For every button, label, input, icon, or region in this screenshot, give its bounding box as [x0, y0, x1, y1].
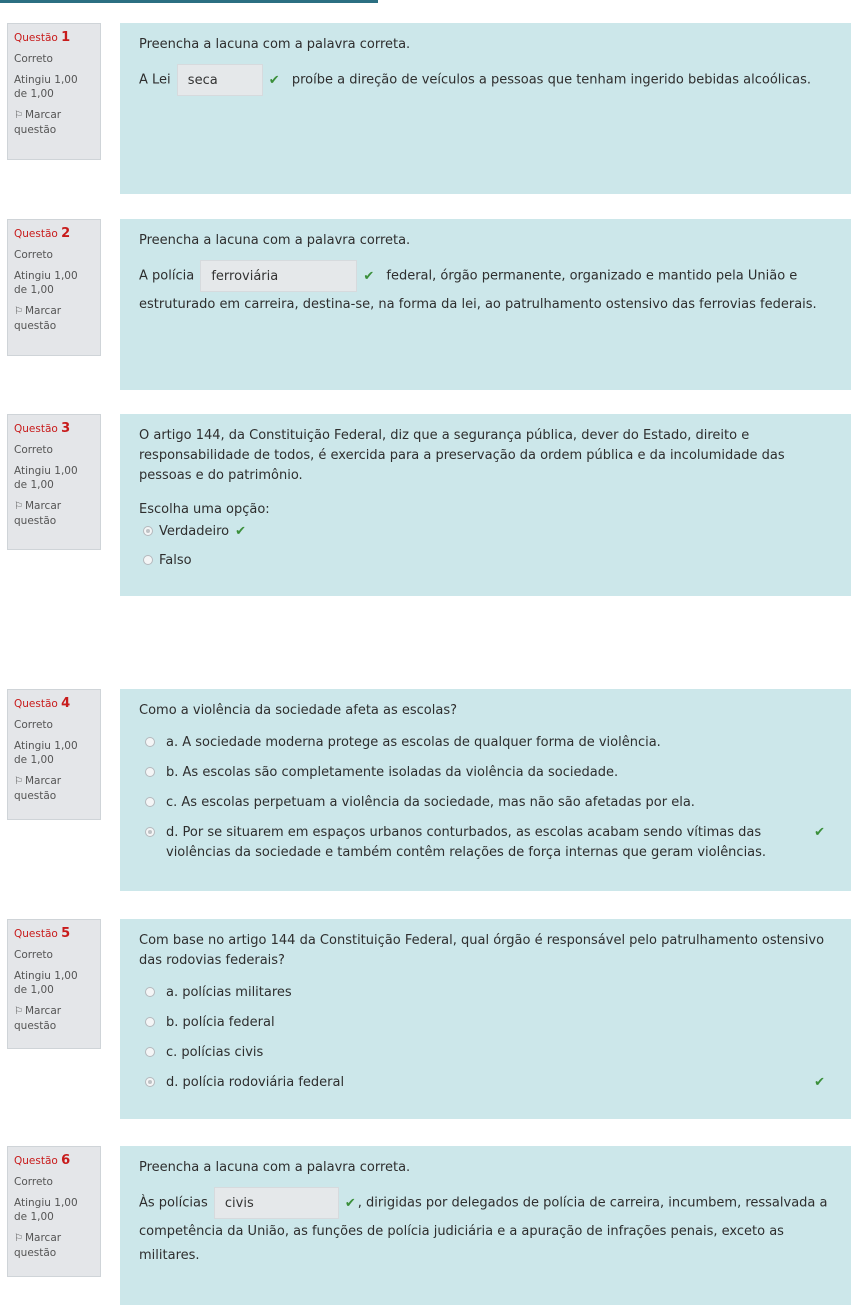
question-number: Questão 3: [14, 421, 71, 436]
option-false[interactable]: Falso: [139, 551, 833, 571]
question-text-cont: competência da União, as funções de polícia judiciária e a apuração de infrações penais, exceto as militares.: [139, 1223, 784, 1263]
question-prompt: Preencha a lacuna com a palavra correta.: [139, 233, 411, 248]
flag-icon: ⚐: [14, 1006, 23, 1017]
question-state: Correto: [14, 1176, 53, 1188]
question-text: Com base no artigo 144 da Constituição Federal, qual órgão é responsável pelo patrulhamento ostensivo das rodovias federais?: [139, 933, 825, 968]
option-c[interactable]: c. As escolas perpetuam a violência da sociedade, mas não são afetadas por ela.: [139, 793, 833, 813]
question-info: [7, 919, 101, 1049]
question-number: Questão 6: [14, 1153, 71, 1168]
question-info: [7, 414, 101, 550]
question-number: Questão 2: [14, 226, 71, 241]
option-true[interactable]: Verdadeiro ✔: [139, 522, 833, 542]
question-state: Correto: [14, 249, 53, 261]
question-number: Questão 4: [14, 696, 71, 711]
correct-check-icon: ✔: [268, 72, 280, 88]
question-info: [7, 219, 101, 356]
question-grade: Atingiu 1,00 de 1,00: [14, 465, 78, 491]
answer-input[interactable]: civis: [214, 1187, 339, 1219]
answer-input[interactable]: ferroviária: [200, 260, 357, 292]
question-content: [120, 919, 851, 1119]
flag-question-link[interactable]: ⚐ Marcar questão: [14, 1232, 62, 1259]
option-a[interactable]: a. A sociedade moderna protege as escolas de qualquer forma de violência.: [139, 733, 833, 753]
correct-check-icon: ✔: [814, 825, 825, 840]
choose-option-label: Escolha uma opção:: [139, 502, 270, 517]
flag-question-link[interactable]: ⚐ Marcar questão: [14, 775, 62, 802]
correct-check-icon: ✔: [344, 1195, 356, 1211]
question-grade: Atingiu 1,00 de 1,00: [14, 270, 78, 296]
flag-icon: ⚐: [14, 306, 23, 317]
question-state: Correto: [14, 719, 53, 731]
question-prompt: Preencha a lacuna com a palavra correta.: [139, 37, 411, 52]
question-prompt: Preencha a lacuna com a palavra correta.: [139, 1160, 411, 1175]
question-state: Correto: [14, 53, 53, 65]
radio-button[interactable]: [145, 1047, 155, 1057]
radio-button[interactable]: [145, 797, 155, 807]
radio-button[interactable]: [143, 555, 153, 565]
question-text: Como a violência da sociedade afeta as escolas?: [139, 703, 458, 718]
question-text: A Lei seca ✔ proíbe a direção de veículos a pessoas que tenham ingerido bebidas alcoólicas.: [139, 64, 833, 97]
top-rule: [0, 0, 378, 3]
question-content: [120, 23, 851, 194]
option-b[interactable]: b. As escolas são completamente isoladas da violência da sociedade.: [139, 763, 833, 783]
flag-question-link[interactable]: ⚐ Marcar questão: [14, 500, 62, 527]
question-content: [120, 689, 851, 891]
radio-button[interactable]: [145, 1017, 155, 1027]
question-number: Questão 1: [14, 30, 71, 45]
question-grade: Atingiu 1,00 de 1,00: [14, 970, 78, 996]
radio-button[interactable]: [145, 737, 155, 747]
option-b[interactable]: b. polícia federal: [139, 1013, 833, 1033]
flag-question-link[interactable]: ⚐ Marcar questão: [14, 1005, 62, 1032]
option-d[interactable]: d. Por se situarem em espaços urbanos conturbados, as escolas acabam sendo vítimas das violências da sociedade e também contêm relações de força internas que geram violências. ✔: [139, 823, 833, 863]
radio-button[interactable]: [145, 767, 155, 777]
question-content: [120, 1146, 851, 1305]
question-content: [120, 414, 851, 596]
flag-question-link[interactable]: ⚐ Marcar questão: [14, 109, 62, 136]
flag-icon: ⚐: [14, 110, 23, 121]
flag-question-link[interactable]: ⚐ Marcar questão: [14, 305, 62, 332]
correct-check-icon: ✔: [363, 268, 375, 284]
flag-icon: ⚐: [14, 1233, 23, 1244]
question-grade: Atingiu 1,00 de 1,00: [14, 740, 78, 766]
question-state: Correto: [14, 444, 53, 456]
question-text-cont: estruturado em carreira, destina-se, na forma da lei, ao patrulhamento ostensivo das ferrovias federais.: [139, 296, 817, 312]
question-number: Questão 5: [14, 926, 71, 941]
option-c[interactable]: c. polícias civis: [139, 1043, 833, 1063]
flag-icon: ⚐: [14, 776, 23, 787]
question-content: [120, 219, 851, 390]
correct-check-icon: ✔: [814, 1075, 825, 1090]
question-grade: Atingiu 1,00 de 1,00: [14, 74, 78, 100]
question-text: A polícia ferroviária ✔ federal, órgão permanente, organizado e mantido pela União e: [139, 260, 833, 293]
question-state: Correto: [14, 949, 53, 961]
radio-button[interactable]: [145, 1077, 155, 1087]
radio-button[interactable]: [143, 526, 153, 536]
option-d[interactable]: d. polícia rodoviária federal ✔: [139, 1073, 833, 1093]
question-info: [7, 689, 101, 820]
answer-input[interactable]: seca: [177, 64, 263, 96]
correct-check-icon: ✔: [235, 524, 246, 539]
question-grade: Atingiu 1,00 de 1,00: [14, 1197, 78, 1223]
question-info: [7, 1146, 101, 1277]
question-info: [7, 23, 101, 160]
flag-icon: ⚐: [14, 501, 23, 512]
radio-button[interactable]: [145, 827, 155, 837]
option-a[interactable]: a. polícias militares: [139, 983, 833, 1003]
question-text: O artigo 144, da Constituição Federal, diz que a segurança pública, dever do Estado, direito e responsabilidade de todos, é exercida para a preservação da ordem pública e da incolumidade das pessoas e do patrimônio.: [139, 428, 785, 483]
question-text: Às polícias civis ✔ , dirigidas por delegados de polícia de carreira, incumbem, ressalvada a: [139, 1187, 833, 1220]
radio-button[interactable]: [145, 987, 155, 997]
